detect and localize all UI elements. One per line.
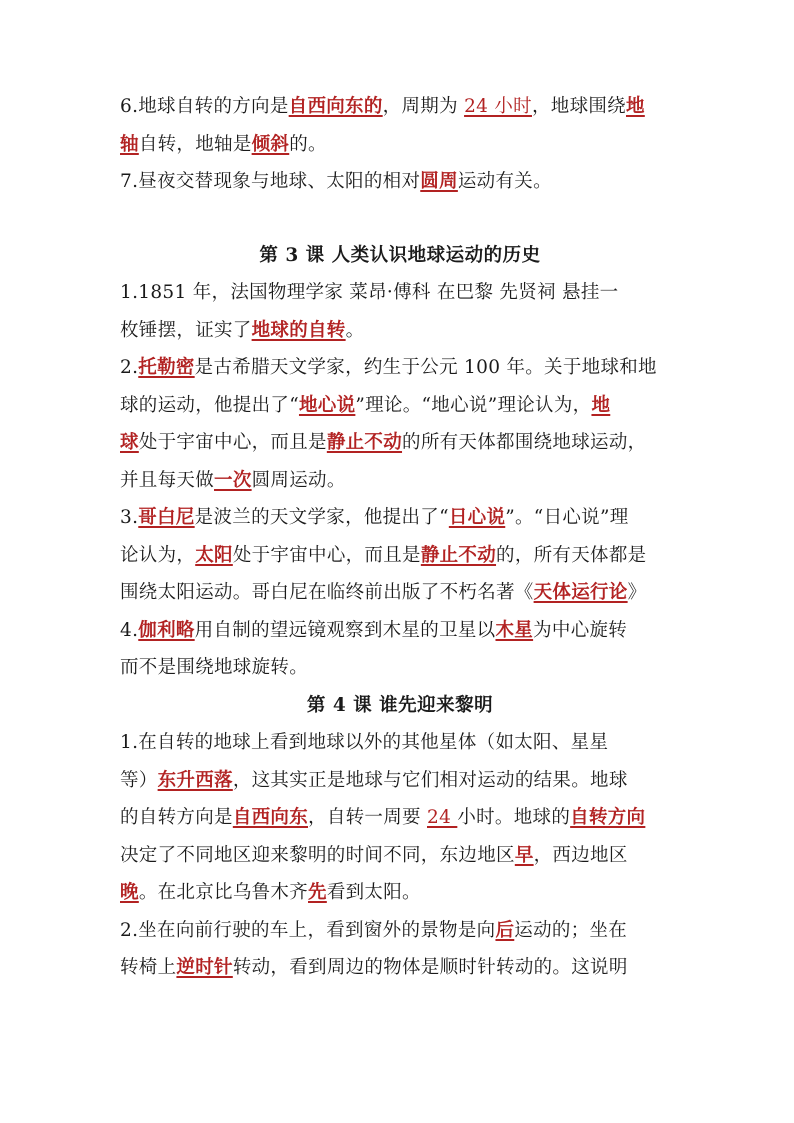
line-text: ，地球围绕 [531, 96, 626, 117]
line-text: 自转，地轴是 [138, 133, 252, 155]
text-line [120, 163, 680, 201]
answer-keyword: 早 [514, 844, 534, 866]
text-line [120, 649, 680, 687]
line-text: 是波兰的天文学家，他提出了“ [194, 507, 449, 528]
text-line [120, 462, 680, 500]
answer-keyword: 自转方向 [570, 807, 646, 828]
answer-keyword: 倾斜 [251, 133, 290, 155]
line-text: 转椅上 [120, 957, 177, 978]
line-text: 。 [345, 319, 365, 341]
text-line [120, 574, 680, 612]
line-text: 的所有天体都围绕地球运动， [402, 432, 647, 453]
answer-number: 24 小时 [464, 96, 532, 117]
text-line [120, 424, 680, 462]
line-text: 处于宇宙中心，而且是 [232, 544, 421, 566]
text-line [120, 949, 680, 987]
line-text: 2. [120, 357, 139, 378]
paragraph-gap [120, 201, 680, 237]
line-text: 围绕太阳运动。哥白尼在临终前出版了不朽名著《 [120, 582, 534, 603]
text-line [120, 874, 680, 912]
section-heading [120, 237, 680, 275]
text-line [120, 762, 680, 800]
answer-keyword: 地球的自转 [251, 319, 346, 341]
answer-keyword: 地 [626, 96, 645, 117]
answer-keyword: 地 [591, 394, 611, 416]
answer-number: 24 [427, 807, 458, 828]
line-text: 决定了不同地区迎来黎明的时间不同，东边地区 [120, 844, 515, 866]
text-line [120, 387, 680, 425]
answer-keyword: 托勒密 [138, 357, 195, 378]
text-line [120, 349, 680, 387]
line-text: 运动有关。 [457, 171, 552, 192]
line-text: ，这其实正是地球与它们相对运动的结果。地球 [232, 769, 628, 791]
text-line [120, 724, 680, 762]
answer-keyword: 自西向东的 [288, 96, 383, 117]
line-text: ，自转一周要 [308, 807, 427, 828]
line-text: 运动的；坐在 [514, 919, 628, 941]
text-line [120, 499, 680, 537]
line-text: 小时。地球的 [457, 807, 571, 828]
line-text: 而不是围绕地球旋转。 [120, 657, 309, 678]
text-line [120, 837, 680, 875]
answer-keyword: 地心说 [298, 394, 356, 416]
line-text: 看到太阳。 [326, 882, 421, 903]
text-line [120, 799, 680, 837]
answer-keyword: 日心说 [448, 507, 506, 528]
text-line [120, 274, 680, 312]
document-page [120, 88, 680, 987]
line-text: 论认为， [120, 544, 196, 566]
line-text: 转动，看到周边的物体是顺时针转动的。这说明 [232, 957, 628, 978]
answer-keyword: 静止不动 [326, 432, 403, 453]
answer-keyword: 球 [120, 432, 139, 453]
line-text: 6.地球自转的方向是 [120, 96, 289, 117]
answer-keyword: 逆时针 [176, 957, 233, 978]
text-line [120, 537, 680, 575]
line-text: 第 3 课 人类认识地球运动的历史 [259, 244, 541, 266]
line-text: 。在北京比乌鲁木齐 [138, 882, 309, 903]
line-text: 3. [120, 507, 139, 528]
text-line [120, 912, 680, 950]
line-text: ，西边地区 [533, 844, 628, 866]
line-text: 用自制的望远镜观察到木星的卫星以 [194, 619, 496, 641]
line-text: ”。“日心说”理 [505, 507, 629, 528]
answer-keyword: 伽利略 [138, 619, 195, 641]
line-text: 是古希腊天文学家，约生于公元 100 年。关于地球和地 [194, 357, 657, 378]
line-text: 的，所有天体都是 [496, 544, 647, 566]
line-text: 2.坐在向前行驶的车上，看到窗外的景物是向 [120, 919, 496, 941]
text-line [120, 312, 680, 350]
answer-keyword: 自西向东 [232, 807, 309, 828]
answer-keyword: 圆周 [420, 171, 458, 192]
answer-keyword: 先 [308, 882, 327, 903]
answer-keyword: 晚 [120, 882, 139, 903]
line-text: 为中心旋转 [533, 619, 628, 641]
line-text: 圆周运动。 [251, 469, 346, 491]
line-text: 球的运动，他提出了“ [120, 394, 299, 416]
line-text: 7.昼夜交替现象与地球、太阳的相对 [120, 171, 421, 192]
answer-keyword: 太阳 [195, 544, 233, 566]
answer-keyword: 一次 [214, 469, 252, 491]
answer-keyword: 静止不动 [420, 544, 497, 566]
line-text: 枚锤摆，证实了 [120, 319, 252, 341]
line-text: ”理论。“地心说”理论认为， [355, 394, 592, 416]
answer-keyword: 木星 [495, 619, 534, 641]
line-text: 1.1851 年，法国物理学家 菜昂·傅科 在巴黎 先贤祠 悬挂一 [120, 282, 619, 303]
answer-keyword: 哥白尼 [138, 507, 195, 528]
text-line [120, 88, 680, 126]
answer-keyword: 天体运行论 [533, 582, 628, 603]
answer-keyword: 后 [495, 919, 515, 941]
text-line [120, 612, 680, 650]
line-text: 》 [627, 582, 647, 603]
section-heading [120, 687, 680, 725]
line-text: 4. [120, 619, 139, 641]
line-text: 处于宇宙中心，而且是 [138, 432, 327, 453]
line-text: 1.在自转的地球上看到地球以外的其他星体（如太阳、星星 [120, 732, 609, 753]
line-text: 等） [120, 769, 158, 791]
answer-keyword: 轴 [120, 133, 139, 155]
answer-keyword: 东升西落 [157, 769, 233, 791]
line-text: 并且每天做 [120, 469, 215, 491]
text-line [120, 126, 680, 164]
line-text: ，周期为 [382, 96, 465, 117]
line-text: 的。 [289, 133, 327, 155]
line-text: 的自转方向是 [120, 807, 233, 828]
line-text: 第 4 课 谁先迎来黎明 [306, 694, 494, 716]
